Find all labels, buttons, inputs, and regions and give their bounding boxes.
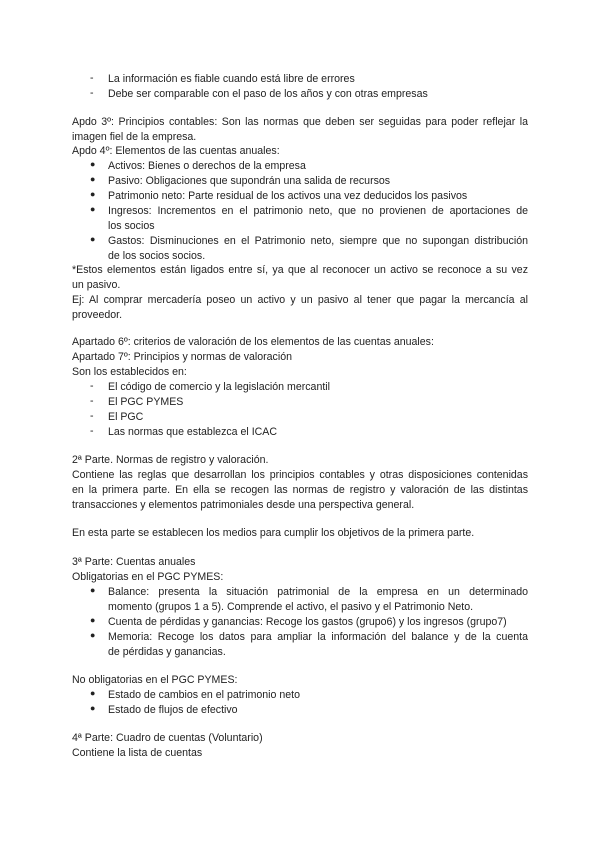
bullet-icon: ● xyxy=(90,189,96,199)
apartado7-heading: Apartado 7º: Principios y normas de valoración xyxy=(72,351,292,363)
note-line-2: un pasivo. xyxy=(72,279,121,291)
part2-body-line-2: en la primera parte. En ella se recogen las normas de registro y valoración de las distintas xyxy=(72,484,528,496)
list-item: Activos: Bienes o derechos de la empresa xyxy=(108,160,306,172)
dash-marker: - xyxy=(90,72,94,84)
apartado6-heading: Apartado 6º: criterios de valoración de los elementos de las cuentas anuales: xyxy=(72,336,434,348)
list-item: La información es fiable cuando está libre de errores xyxy=(108,73,355,85)
part3-title: 3ª Parte: Cuentas anuales xyxy=(72,556,196,568)
list-item: Ingresos: Incrementos en el patrimonio neto, que no provienen de aportaciones de xyxy=(108,205,528,217)
list-item: Estado de flujos de efectivo xyxy=(108,704,238,716)
part2-title: 2ª Parte. Normas de registro y valoración. xyxy=(72,454,269,466)
apdo4-heading: Apdo 4º: Elementos de las cuentas anuales: xyxy=(72,145,280,157)
bullet-icon: ● xyxy=(90,234,96,244)
example-line-2: proveedor. xyxy=(72,309,123,321)
mandatory-heading: Obligatorias en el PGC PYMES: xyxy=(72,571,224,583)
established-intro: Son los establecidos en: xyxy=(72,366,187,378)
example-line-1: Ej: Al comprar mercadería poseo un activo y un pasivo al tener que pagar la mercancía al xyxy=(72,294,528,306)
bullet-icon: ● xyxy=(90,630,96,640)
bullet-icon: ● xyxy=(90,174,96,184)
list-item: El código de comercio y la legislación mercantil xyxy=(108,381,330,393)
dash-marker: - xyxy=(90,380,94,392)
list-item: Patrimonio neto: Parte residual de los activos una vez deducidos los pasivos xyxy=(108,190,468,202)
apdo3-line-1: Apdo 3º: Principios contables: Son las normas que deben ser seguidas para poder reflejar la xyxy=(72,116,528,128)
list-item-continuation: los socios xyxy=(108,220,155,232)
list-item: El PGC xyxy=(108,411,144,423)
list-item: Las normas que establezca el ICAC xyxy=(108,426,277,438)
bullet-icon: ● xyxy=(90,688,96,698)
list-item: Pasivo: Obligaciones que supondrán una salida de recursos xyxy=(108,175,391,187)
dash-marker: - xyxy=(90,87,94,99)
list-item: El PGC PYMES xyxy=(108,396,184,408)
bullet-icon: ● xyxy=(90,615,96,625)
bullet-icon: ● xyxy=(90,585,96,595)
part2-body-line-1: Contiene las reglas que desarrollan los principios contables y otras disposiciones contenidas xyxy=(72,469,528,481)
part4-title: 4ª Parte: Cuadro de cuentas (Voluntario) xyxy=(72,732,263,744)
dash-marker: - xyxy=(90,395,94,407)
apdo3-line-2: imagen fiel de la empresa. xyxy=(72,131,197,143)
list-item: Balance: presenta la situación patrimonial de la empresa en un determinado xyxy=(108,586,528,598)
bullet-icon: ● xyxy=(90,159,96,169)
list-item: Estado de cambios en el patrimonio neto xyxy=(108,689,300,701)
bullet-icon: ● xyxy=(90,703,96,713)
dash-marker: - xyxy=(90,425,94,437)
dash-marker: - xyxy=(90,410,94,422)
list-item: Cuenta de pérdidas y ganancias: Recoge los gastos (grupo6) y los ingresos (grupo7) xyxy=(108,616,507,628)
list-item: Debe ser comparable con el paso de los años y con otras empresas xyxy=(108,88,428,100)
list-item: Gastos: Disminuciones en el Patrimonio neto, siempre que no supongan distribución xyxy=(108,235,528,247)
list-item-continuation: de pérdidas y ganancias. xyxy=(108,646,226,658)
bullet-icon: ● xyxy=(90,204,96,214)
list-item-continuation: momento (grupos 1 a 5). Comprende el activo, el pasivo y el Patrimonio Neto. xyxy=(108,601,474,613)
part2-body-line-3: transacciones y elementos patrimoniales desde una perspectiva general. xyxy=(72,499,415,511)
list-item: Memoria: Recoge los datos para ampliar la información del balance y de la cuenta xyxy=(108,631,528,643)
note-line-1: *Estos elementos están ligados entre sí, ya que al reconocer un activo se reconoce a su vez xyxy=(72,264,528,276)
part4-body: Contiene la lista de cuentas xyxy=(72,747,203,759)
list-item-continuation: de los socios socios. xyxy=(108,250,206,262)
part2-extra: En esta parte se establecen los medios para cumplir los objetivos de la primera parte. xyxy=(72,527,475,539)
optional-heading: No obligatorias en el PGC PYMES: xyxy=(72,674,238,686)
